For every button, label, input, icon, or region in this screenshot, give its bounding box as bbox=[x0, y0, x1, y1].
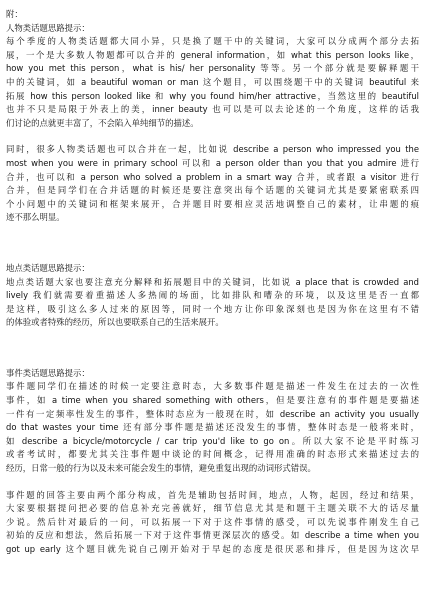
text-line: 中的关键词，如 a beautiful woman or man 这个题目，可以围绕题干中的关键词 beautiful 来 bbox=[6, 76, 419, 87]
paragraph bbox=[6, 276, 419, 330]
section-heading: 地点类话题思路提示： bbox=[6, 262, 90, 273]
text-line: 或者考试时，都要尤其关注事件题中谈论的时间概念，记得用准确的时态形式来描述过去的 bbox=[6, 449, 419, 460]
text-line: 一件有一定频率性发生的事件，整体时态应为一般现在时，如 describe an activity you usually bbox=[6, 408, 419, 419]
text-line: 事件题的回答主要由两个部分构成，首先是辅助包括时间，地点，人物，起因，经过和结果， bbox=[6, 489, 419, 500]
text-line: 事件题同学们在描述的时候一定要注意时态，大多数事件题是描述一件发生在过去的一次性 bbox=[6, 381, 419, 392]
text-line: 每个季度的人物类话题都大同小异，只是换了题干中的关键词，大家可以分成两个部分去拓 bbox=[6, 36, 419, 47]
text-line: 地点类话题大家也要注意充分解释和拓展题目中的关键词，比如说 a place that is crowded and bbox=[6, 276, 419, 287]
text-line: 初始的反应和想法，然后拓展一下对于这件事情更深层次的感受。如 describe a time when you bbox=[6, 530, 419, 541]
text-line: 展，一个是大多数人物题都可以合并的 general information，如 what this person looks like， bbox=[6, 49, 419, 60]
text-line: 拓展 how this person looked like 和 why you found him/her attractive，当然这里的 beautiful bbox=[6, 90, 419, 101]
section-people bbox=[6, 22, 419, 225]
section-heading: 事件类话题思路提示： bbox=[6, 367, 90, 378]
text-line: 经历，日常一般的行为以及未来可能会发生的事情，避免重复出现的动词形式错误。 bbox=[6, 463, 316, 474]
text-line: 的体验或者特殊的经历，所以也要联系自己的生活来展开。 bbox=[6, 317, 224, 328]
text-line: 们讨论的点就更丰富了，不会陷入单纯细节的描述。 bbox=[6, 117, 199, 128]
text-line: 合并，也可以和 a person who solved a problem in a smart way 合并，或者跟 a visitor 进行 bbox=[6, 171, 419, 182]
paragraph bbox=[6, 143, 419, 225]
section-heading: 人物类话题思路提示： bbox=[6, 22, 90, 33]
text-line: 事件，如 a time when you shared something with others，但是要注意有的事件题是要描述 bbox=[6, 395, 419, 406]
section-places bbox=[6, 262, 419, 330]
text-line: most when you were in primary school 可以和 a person older than you that you admire 进行 bbox=[6, 157, 419, 168]
appendix-heading: 附： bbox=[6, 9, 23, 19]
text-line: 如 describe a bicycle/motorcycle / car trip you'd like to go on。所以大家不论是平时练习 bbox=[6, 435, 419, 446]
text-line: lively 我们就需要着重描述人多热闹的场面，比如排队和嘈杂的环境，以及这里是否一直都 bbox=[6, 290, 419, 301]
paragraph bbox=[6, 35, 419, 130]
text-line: how you met this person，what is his/ her personality 等等。另一个部分就是要解释题干 bbox=[6, 63, 419, 74]
text-line: 是这样，吸引这么多人过来的原因等，同时一个地方让你印象深刻也是因为你在这里有不错 bbox=[6, 303, 419, 314]
text-line: 迹不那么明显。 bbox=[6, 212, 65, 223]
text-line: got up early 这个题目就先说自己刚开始对于早起的态度是很厌恶和排斥，但是因为这次早 bbox=[6, 544, 419, 554]
text-line: 个小问题中的关键词和框架来展开，合并题目时要相应灵活地调整自己的素材，让串题的痕 bbox=[6, 198, 419, 209]
text-line: do that wastes your time 还有部分事件题是描述还没发生的事情，整体时态是一般将来时， bbox=[6, 422, 419, 433]
text-line: 少说。然后针对最后的一问，可以拓展一下对于这件事情的感受，可以先说事件刚发生自己 bbox=[6, 516, 419, 527]
paragraph bbox=[6, 489, 419, 557]
text-line: 合并，但是同学们在合并话题的时候还是要注意突出每个话题的关键词尤其是要紧密联系四 bbox=[6, 185, 419, 196]
section-events bbox=[6, 367, 419, 557]
paragraph bbox=[6, 380, 419, 475]
text-line: 也并不只是局限于外表上的美，inner beauty 也可以是可以去论述的一个角度，这样的话我 bbox=[6, 104, 419, 115]
text-line: 大家要根据提问把必要的信息补充完善就好，细节信息尤其是和题干主题关联不大的话尽量 bbox=[6, 503, 419, 514]
text-line: 同时，很多人物类话题也可以合并在一起，比如说 describe a person who impressed you the bbox=[6, 144, 419, 155]
